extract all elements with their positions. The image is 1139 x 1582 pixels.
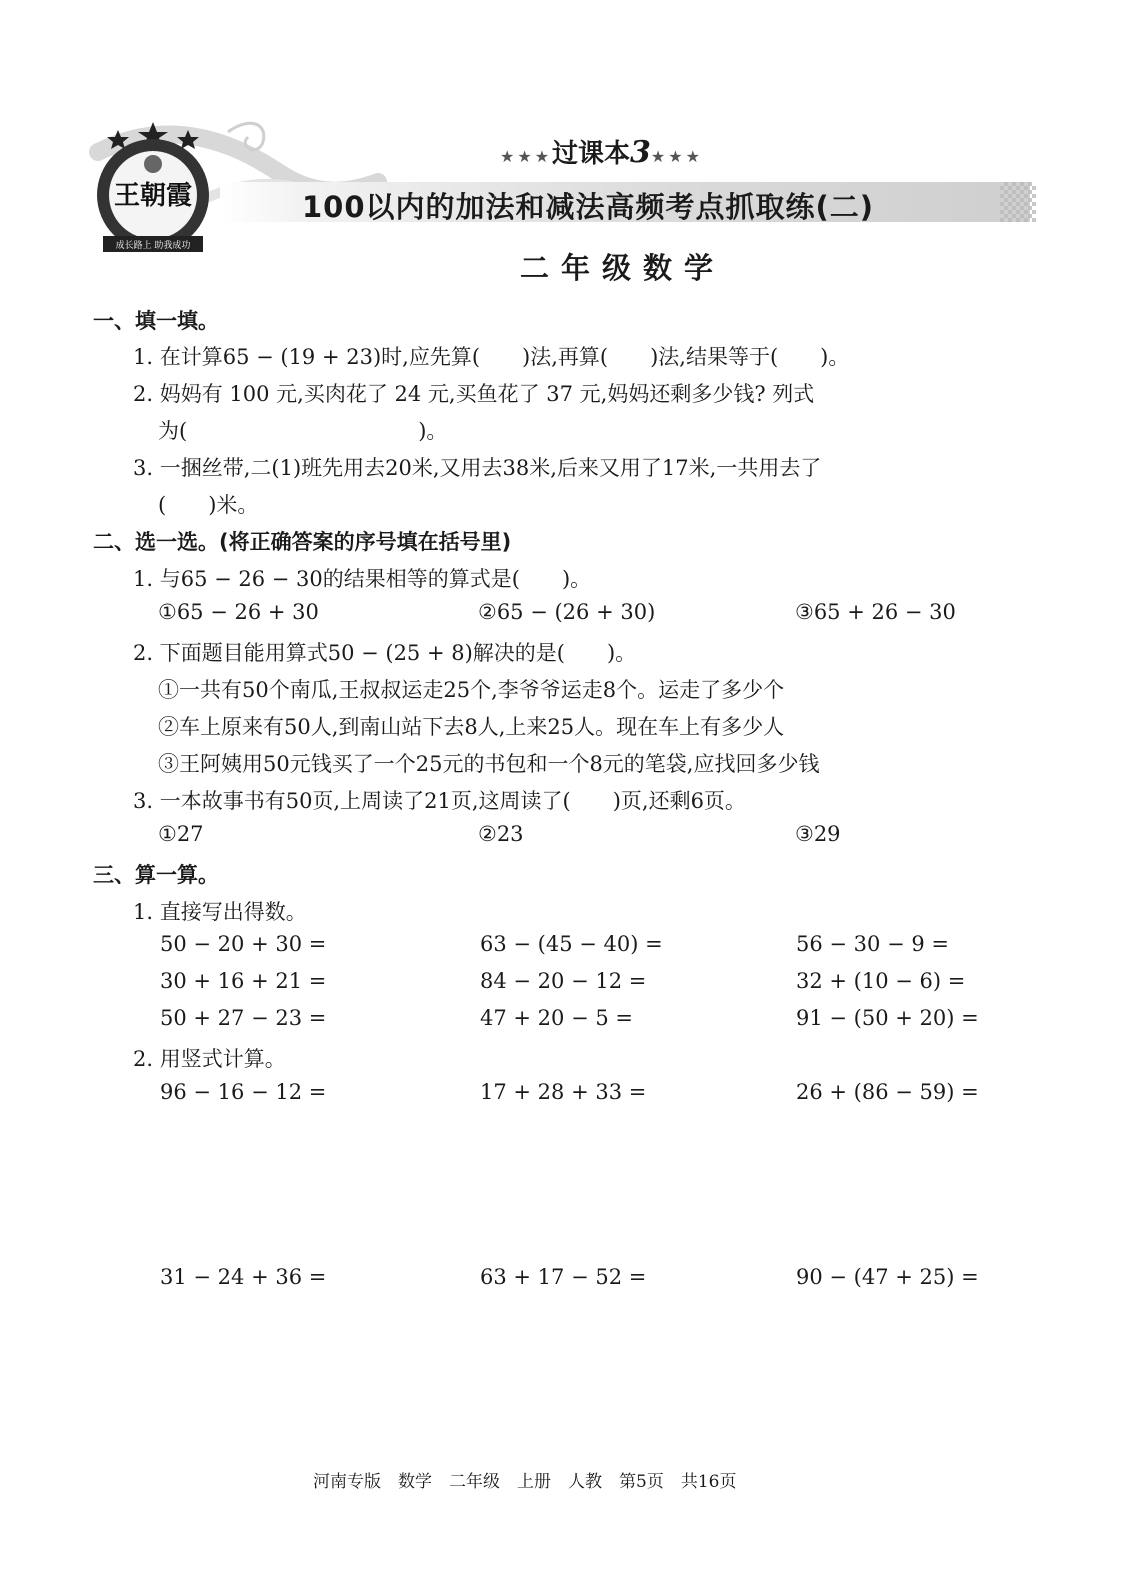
calc-item: 56 − 30 − 9 = xyxy=(796,932,949,956)
calc-item: 91 − (50 + 20) = xyxy=(796,1006,979,1030)
section-2-heading: 二、选一选。(将正确答案的序号填在括号里) xyxy=(93,530,512,554)
calc-item: 84 − 20 − 12 = xyxy=(480,969,647,993)
subject-title: 二年级数学 xyxy=(520,251,726,285)
calc-item: 47 + 20 − 5 = xyxy=(480,1006,633,1030)
s3-subheading-2: 2. 用竖式计算。 xyxy=(133,1047,286,1071)
calc-item: 30 + 16 + 21 = xyxy=(160,969,327,993)
s2-q1-option-1: ①65 − 26 + 30 xyxy=(158,600,319,624)
vertical-calc-item: 26 + (86 − 59) = xyxy=(796,1080,979,1104)
s2-q3-option-2: ②23 xyxy=(478,822,524,846)
s1-question-3-line2: ( )米。 xyxy=(158,493,259,517)
s3-subheading-1: 1. 直接写出得数。 xyxy=(133,900,307,924)
series-label: ★★★过课本3★★★ xyxy=(500,135,703,170)
banner-checker-pattern xyxy=(1000,182,1036,222)
vertical-calc-item: 17 + 28 + 33 = xyxy=(480,1080,647,1104)
s2-question-2: 2. 下面题目能用算式50 − (25 + 8)解决的是( )。 xyxy=(133,641,637,665)
vertical-calc-item: 63 + 17 − 52 = xyxy=(480,1265,647,1289)
page-footer: 河南专版 数学 二年级 上册 人教 第5页 共16页 xyxy=(313,1472,737,1492)
calc-item: 63 − (45 − 40) = xyxy=(480,932,663,956)
s2-q1-option-3: ③65 + 26 − 30 xyxy=(795,600,956,624)
publisher-logo xyxy=(88,120,218,260)
s2-q3-option-1: ①27 xyxy=(158,822,204,846)
s1-question-2-line1: 2. 妈妈有 100 元,买肉花了 24 元,买鱼花了 37 元,妈妈还剩多少钱? 列式 xyxy=(133,382,815,406)
vertical-calc-item: 96 − 16 − 12 = xyxy=(160,1080,327,1104)
calc-item: 50 + 27 − 23 = xyxy=(160,1006,327,1030)
vertical-calc-item: 90 − (47 + 25) = xyxy=(796,1265,979,1289)
logo-subtext: 成长路上 助我成功 xyxy=(115,241,191,251)
s1-question-3-line1: 3. 一捆丝带,二(1)班先用去20米,又用去38米,后来又用了17米,一共用去了 xyxy=(133,456,822,480)
logo-text: 王朝霞 xyxy=(113,181,193,211)
s2-q1-option-2: ②65 − (26 + 30) xyxy=(478,600,656,624)
section-1-heading: 一、填一填。 xyxy=(93,309,219,333)
calc-item: 32 + (10 − 6) = xyxy=(796,969,966,993)
s1-question-1: 1. 在计算65 − (19 + 23)时,应先算( )法,再算( )法,结果等于( )。 xyxy=(133,345,850,369)
star-decoration-right: ★★★ xyxy=(650,147,703,166)
s2-question-3: 3. 一本故事书有50页,上周读了21页,这周读了( )页,还剩6页。 xyxy=(133,789,746,813)
s2-q2-option-2: ②车上原来有50人,到南山站下去8人,上来25人。现在车上有多少人 xyxy=(158,715,785,739)
s2-q3-option-3: ③29 xyxy=(795,822,841,846)
s1-question-2-line2: 为( )。 xyxy=(158,419,448,443)
calc-item: 50 − 20 + 30 = xyxy=(160,932,327,956)
page-title: 100以内的加法和减法高频考点抓取练(二) xyxy=(302,190,875,224)
section-3-heading: 三、算一算。 xyxy=(93,863,219,887)
star-decoration-left: ★★★ xyxy=(500,147,553,166)
s2-question-1: 1. 与65 − 26 − 30的结果相等的算式是( )。 xyxy=(133,567,592,591)
s2-q2-option-3: ③王阿姨用50元钱买了一个25元的书包和一个8元的笔袋,应找回多少钱 xyxy=(158,752,820,776)
s2-q2-option-1: ①一共有50个南瓜,王叔叔运走25个,李爷爷运走8个。运走了多少个 xyxy=(158,678,785,702)
vertical-calc-item: 31 − 24 + 36 = xyxy=(160,1265,327,1289)
